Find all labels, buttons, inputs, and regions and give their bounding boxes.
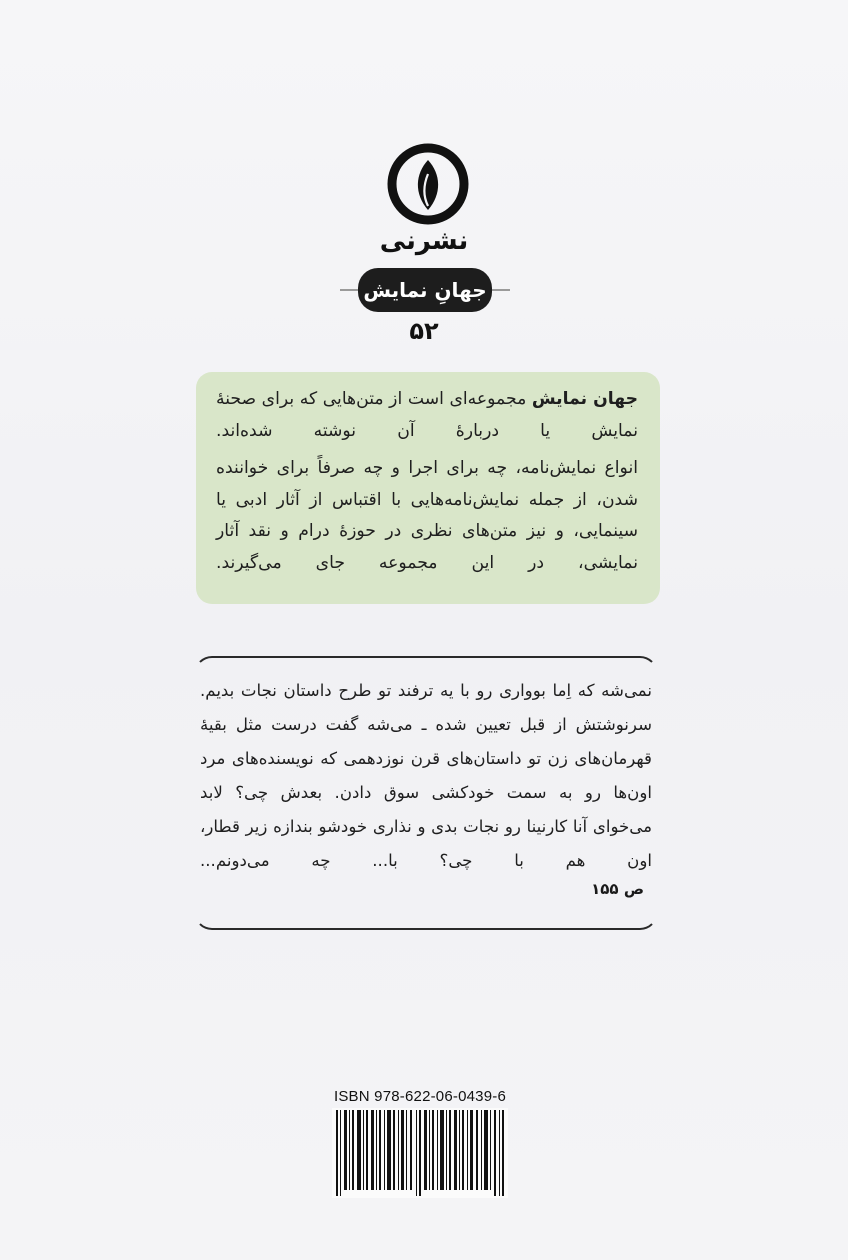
series-number: ۵۲: [409, 317, 439, 345]
quote-excerpt: [200, 674, 652, 878]
publisher-logo-icon: [386, 142, 470, 226]
series-label: جهانِ نمایش: [358, 268, 492, 312]
isbn-number: ISBN 978-622-06-0439-6: [333, 1088, 506, 1105]
description-paragraph-2: انواع نمایش‌نامه، چه برای اجرا و چه صرفاً برای خواننده شدن، از جمله نمایش‌نامه‌هایی با اقتباس از آثار ادبی یا سینمایی، و نیز متن‌های نظری در حوزهٔ درام و نقد آثار نمایشی، در این مجموعه جای می‌گیرند.: [216, 458, 638, 573]
series-description: [196, 372, 660, 604]
description-p1-text: مجموعه‌ای است از متن‌هایی که برای صحنهٔ نمایش یا دربارهٔ آن نوشته شده‌اند.: [216, 389, 638, 441]
description-bold-lead: جهان نمایش: [531, 389, 638, 409]
quote-text: نمی‌شه که اِما بوواری رو با یه ترفند تو طرح داستان نجات بدیم. سرنوشتش از قبل تعیین شده ـ می‌شه گفت درست مثل بقیهٔ قهرمان‌های زن تو داستان‌های قرن نوزدهمی که نویسنده‌های مرد اون‌ها رو به سمت خودکشی سوق دادن. بعدش چی؟ لابد می‌خوای آنا کارنینا رو نجات بدی و نذاری خودشو بندازه زیر قطار، اون هم با چی؟ با... چه می‌دونم...: [200, 681, 652, 870]
publisher-name: نشرنی: [379, 226, 469, 256]
barcode-icon: [332, 1108, 508, 1198]
description-paragraph-1: [216, 384, 638, 447]
quote-page-reference: ص ۱۵۵: [591, 880, 644, 898]
